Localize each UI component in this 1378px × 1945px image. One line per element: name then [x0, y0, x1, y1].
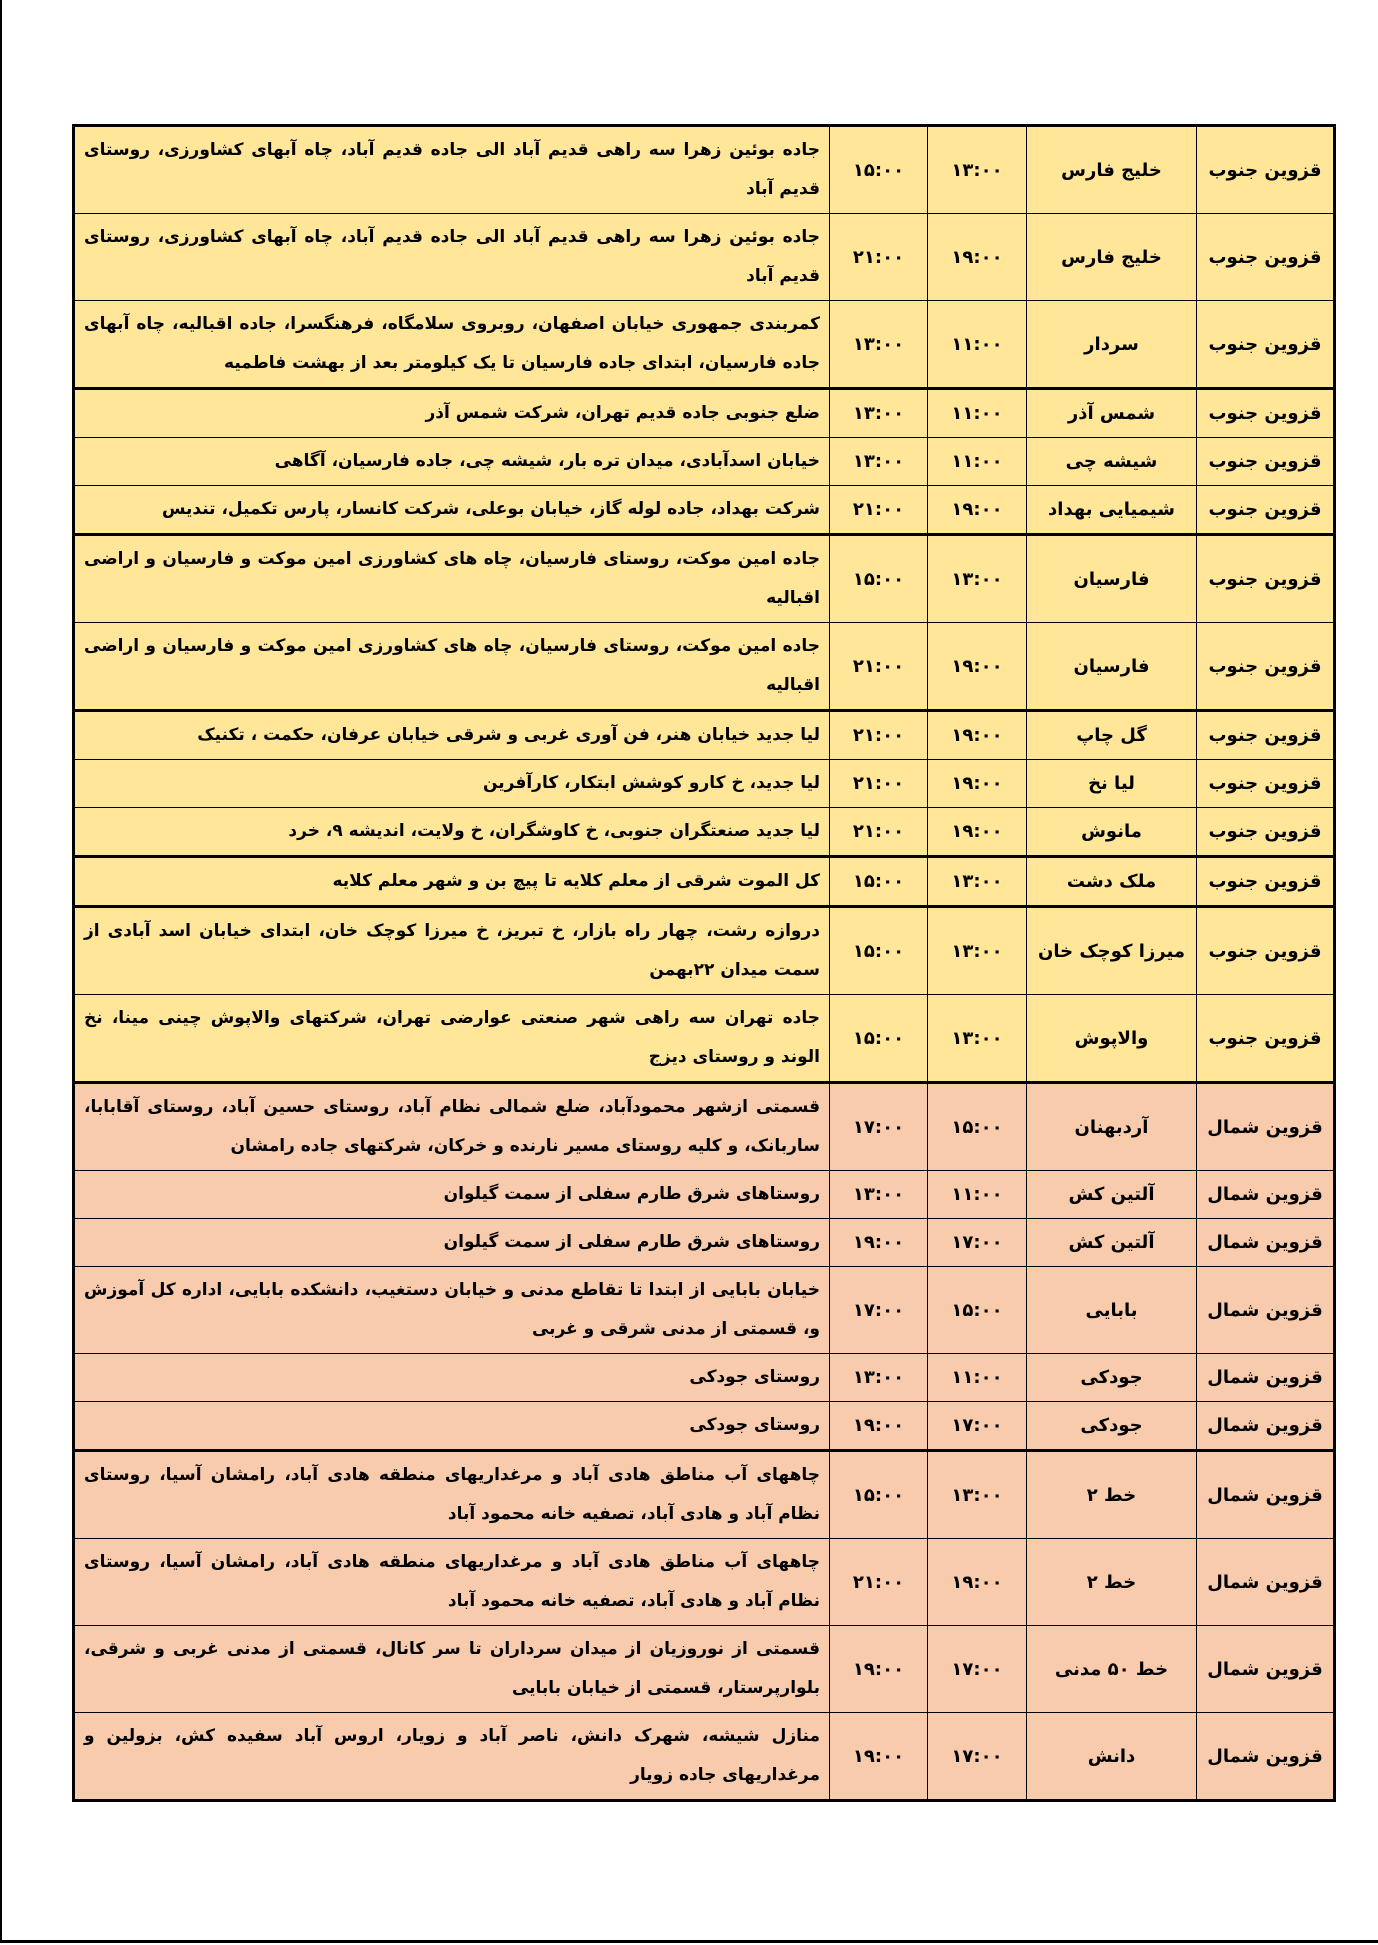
- feeder-cell: آردبهنان: [1027, 1083, 1197, 1171]
- end-time-cell: ۱۹:۰۰: [830, 1713, 928, 1801]
- end-time-cell: ۱۷:۰۰: [830, 1083, 928, 1171]
- start-time-cell: ۱۵:۰۰: [928, 1267, 1027, 1354]
- region-cell: قزوین شمال: [1197, 1539, 1335, 1626]
- region-cell: قزوین جنوب: [1197, 486, 1335, 535]
- feeder-cell: خط ۲: [1027, 1539, 1197, 1626]
- feeder-cell: میرزا کوچک خان: [1027, 907, 1197, 995]
- start-time-cell: ۱۱:۰۰: [928, 1171, 1027, 1219]
- feeder-cell: خلیج فارس: [1027, 214, 1197, 301]
- start-time-cell: ۱۳:۰۰: [928, 1451, 1027, 1539]
- areas-cell: لیا جدید، خ کارو کوشش ابتکار، کارآفرین: [74, 760, 830, 808]
- table-row: [74, 389, 1335, 438]
- table-row: [74, 1402, 1335, 1451]
- areas-cell: جاده بوئین زهرا سه راهی قدیم آباد الی جاده قدیم آباد، چاه آبهای کشاورزی، روستای قدیم آباد: [74, 214, 830, 301]
- region-cell: قزوین جنوب: [1197, 907, 1335, 995]
- table-row: [74, 711, 1335, 760]
- start-time-cell: ۱۳:۰۰: [928, 857, 1027, 907]
- feeder-cell: گل چاپ: [1027, 711, 1197, 760]
- areas-cell: روستای جودکی: [74, 1354, 830, 1402]
- areas-cell: شرکت بهداد، جاده لوله گاز، خیابان بوعلی، شرکت کانسار، پارس تکمیل، تندیس: [74, 486, 830, 535]
- start-time-cell: ۱۷:۰۰: [928, 1402, 1027, 1451]
- areas-cell: جاده بوئین زهرا سه راهی قدیم آباد الی جاده قدیم آباد، چاه آبهای کشاورزی، روستای قدیم آباد: [74, 126, 830, 214]
- feeder-cell: جودکی: [1027, 1402, 1197, 1451]
- end-time-cell: ۱۷:۰۰: [830, 1267, 928, 1354]
- table-row: [74, 760, 1335, 808]
- feeder-cell: سردار: [1027, 301, 1197, 389]
- feeder-cell: فارسیان: [1027, 623, 1197, 711]
- region-cell: قزوین شمال: [1197, 1626, 1335, 1713]
- table-row: [74, 1713, 1335, 1801]
- table-row: [74, 1626, 1335, 1713]
- start-time-cell: ۱۱:۰۰: [928, 1354, 1027, 1402]
- table-row: [74, 1354, 1335, 1402]
- table-row: [74, 1267, 1335, 1354]
- start-time-cell: ۱۹:۰۰: [928, 623, 1027, 711]
- feeder-cell: آلتین کش: [1027, 1171, 1197, 1219]
- start-time-cell: ۱۱:۰۰: [928, 301, 1027, 389]
- region-cell: قزوین جنوب: [1197, 301, 1335, 389]
- start-time-cell: ۱۳:۰۰: [928, 907, 1027, 995]
- region-cell: قزوین شمال: [1197, 1451, 1335, 1539]
- region-cell: قزوین جنوب: [1197, 760, 1335, 808]
- table-row: [74, 438, 1335, 486]
- feeder-cell: خلیج فارس: [1027, 126, 1197, 214]
- region-cell: قزوین شمال: [1197, 1713, 1335, 1801]
- table-row: [74, 857, 1335, 907]
- start-time-cell: ۱۳:۰۰: [928, 995, 1027, 1083]
- end-time-cell: ۲۱:۰۰: [830, 711, 928, 760]
- feeder-cell: دانش: [1027, 1713, 1197, 1801]
- region-cell: قزوین شمال: [1197, 1267, 1335, 1354]
- table-row: [74, 1539, 1335, 1626]
- start-time-cell: ۱۳:۰۰: [928, 535, 1027, 623]
- end-time-cell: ۱۳:۰۰: [830, 438, 928, 486]
- table-row: [74, 301, 1335, 389]
- start-time-cell: ۱۷:۰۰: [928, 1626, 1027, 1713]
- areas-cell: لیا جدید خیابان هنر، فن آوری غربی و شرقی خیابان عرفان، حکمت ، تکنیک: [74, 711, 830, 760]
- start-time-cell: ۱۹:۰۰: [928, 214, 1027, 301]
- feeder-cell: والاپوش: [1027, 995, 1197, 1083]
- table-row: [74, 214, 1335, 301]
- region-cell: قزوین جنوب: [1197, 711, 1335, 760]
- end-time-cell: ۱۳:۰۰: [830, 301, 928, 389]
- start-time-cell: ۱۵:۰۰: [928, 1083, 1027, 1171]
- areas-cell: ضلع جنوبی جاده قدیم تهران، شرکت شمس آذر: [74, 389, 830, 438]
- table-row: [74, 907, 1335, 995]
- table-row: [74, 808, 1335, 857]
- areas-cell: قسمتی ازشهر محمودآباد، ضلع شمالی نظام آباد، روستای حسین آباد، روستای آقابابا، ساربانک، و کلیه روستای مسیر نارنده و خرکان، شرکتهای جاده رامشان: [74, 1083, 830, 1171]
- areas-cell: لیا جدید صنعتگران جنوبی، خ کاوشگران، خ ولایت، اندیشه ۹، خرد: [74, 808, 830, 857]
- end-time-cell: ۲۱:۰۰: [830, 486, 928, 535]
- region-cell: قزوین شمال: [1197, 1219, 1335, 1267]
- feeder-cell: شمس آذر: [1027, 389, 1197, 438]
- areas-cell: قسمتی از نوروزیان از میدان سرداران تا سر کانال، قسمتی از مدنی غربی و شرقی، بلوارپرستار، قسمتی از خیابان بابایی: [74, 1626, 830, 1713]
- areas-cell: خیابان بابایی از ابتدا تا تقاطع مدنی و خیابان دستغیب، دانشکده بابایی، اداره کل آموزش و، قسمتی از مدنی شرقی و غربی: [74, 1267, 830, 1354]
- start-time-cell: ۱۹:۰۰: [928, 711, 1027, 760]
- start-time-cell: ۱۱:۰۰: [928, 389, 1027, 438]
- areas-cell: کمربندی جمهوری خیابان اصفهان، روبروی سلامگاه، فرهنگسرا، جاده اقبالیه، چاه آبهای جاده فارسیان، ابتدای جاده فارسیان تا یک کیلومتر بعد از بهشت فاطمیه: [74, 301, 830, 389]
- end-time-cell: ۱۹:۰۰: [830, 1402, 928, 1451]
- feeder-cell: خط ۵۰ مدنی: [1027, 1626, 1197, 1713]
- table-row: [74, 126, 1335, 214]
- start-time-cell: ۱۹:۰۰: [928, 760, 1027, 808]
- table-row: [74, 486, 1335, 535]
- start-time-cell: ۱۹:۰۰: [928, 486, 1027, 535]
- feeder-cell: شیشه چی: [1027, 438, 1197, 486]
- table-row: [74, 623, 1335, 711]
- end-time-cell: ۱۳:۰۰: [830, 1354, 928, 1402]
- region-cell: قزوین جنوب: [1197, 389, 1335, 438]
- region-cell: قزوین جنوب: [1197, 857, 1335, 907]
- areas-cell: خیابان اسدآبادی، میدان تره بار، شیشه چی، جاده فارسیان، آگاهی: [74, 438, 830, 486]
- feeder-cell: بابایی: [1027, 1267, 1197, 1354]
- region-cell: قزوین جنوب: [1197, 438, 1335, 486]
- region-cell: قزوین جنوب: [1197, 535, 1335, 623]
- feeder-cell: مانوش: [1027, 808, 1197, 857]
- areas-cell: روستاهای شرق طارم سفلی از سمت گیلوان: [74, 1219, 830, 1267]
- table-row: [74, 995, 1335, 1083]
- areas-cell: چاههای آب مناطق هادی آباد و مرغداریهای منطقه هادی آباد، رامشان آسیا، روستای نظام آباد و هادی آباد، تصفیه خانه محمود آباد: [74, 1539, 830, 1626]
- region-cell: قزوین شمال: [1197, 1083, 1335, 1171]
- region-cell: قزوین شمال: [1197, 1171, 1335, 1219]
- start-time-cell: ۱۳:۰۰: [928, 126, 1027, 214]
- table-row: [74, 1219, 1335, 1267]
- region-cell: قزوین جنوب: [1197, 126, 1335, 214]
- table-row: [74, 1083, 1335, 1171]
- end-time-cell: ۱۳:۰۰: [830, 389, 928, 438]
- feeder-cell: فارسیان: [1027, 535, 1197, 623]
- end-time-cell: ۲۱:۰۰: [830, 623, 928, 711]
- areas-cell: جاده تهران سه راهی شهر صنعتی عوارضی تهران، شرکتهای والاپوش چینی مینا، نخ الوند و روستای دیزج: [74, 995, 830, 1083]
- start-time-cell: ۱۷:۰۰: [928, 1219, 1027, 1267]
- areas-cell: روستاهای شرق طارم سفلی از سمت گیلوان: [74, 1171, 830, 1219]
- end-time-cell: ۱۹:۰۰: [830, 1219, 928, 1267]
- areas-cell: جاده امین موکت، روستای فارسیان، چاه های کشاورزی امین موکت و فارسیان و اراضی اقبالیه: [74, 535, 830, 623]
- start-time-cell: ۱۹:۰۰: [928, 1539, 1027, 1626]
- areas-cell: چاههای آب مناطق هادی آباد و مرغداریهای منطقه هادی آباد، رامشان آسیا، روستای نظام آباد و هادی آباد، تصفیه خانه محمود آباد: [74, 1451, 830, 1539]
- areas-cell: کل الموت شرقی از معلم کلایه تا پیچ بن و شهر معلم کلایه: [74, 857, 830, 907]
- region-cell: قزوین جنوب: [1197, 995, 1335, 1083]
- areas-cell: دروازه رشت، چهار راه بازار، خ تبریز، خ میرزا کوچک خان، ابتدای خیابان اسد آبادی از سمت میدان ۲۲بهمن: [74, 907, 830, 995]
- start-time-cell: ۱۹:۰۰: [928, 808, 1027, 857]
- feeder-cell: آلتین کش: [1027, 1219, 1197, 1267]
- start-time-cell: ۱۷:۰۰: [928, 1713, 1027, 1801]
- areas-cell: روستای جودکی: [74, 1402, 830, 1451]
- region-cell: قزوین شمال: [1197, 1354, 1335, 1402]
- end-time-cell: ۱۹:۰۰: [830, 1626, 928, 1713]
- end-time-cell: ۱۵:۰۰: [830, 126, 928, 214]
- table-row: [74, 1171, 1335, 1219]
- feeder-cell: لیا نخ: [1027, 760, 1197, 808]
- end-time-cell: ۲۱:۰۰: [830, 214, 928, 301]
- feeder-cell: شیمیایی بهداد: [1027, 486, 1197, 535]
- region-cell: قزوین جنوب: [1197, 808, 1335, 857]
- end-time-cell: ۲۱:۰۰: [830, 1539, 928, 1626]
- table-row: [74, 535, 1335, 623]
- end-time-cell: ۱۵:۰۰: [830, 907, 928, 995]
- start-time-cell: ۱۱:۰۰: [928, 438, 1027, 486]
- feeder-cell: جودکی: [1027, 1354, 1197, 1402]
- feeder-cell: خط ۲: [1027, 1451, 1197, 1539]
- table-row: [74, 1451, 1335, 1539]
- outage-schedule-table: [72, 124, 1336, 1802]
- region-cell: قزوین شمال: [1197, 1402, 1335, 1451]
- feeder-cell: ملک دشت: [1027, 857, 1197, 907]
- region-cell: قزوین جنوب: [1197, 623, 1335, 711]
- end-time-cell: ۱۵:۰۰: [830, 1451, 928, 1539]
- areas-cell: منازل شیشه، شهرک دانش، ناصر آباد و زویار، اروس آباد سفیده کش، بزولین و مرغداریهای جاده زویار: [74, 1713, 830, 1801]
- end-time-cell: ۲۱:۰۰: [830, 760, 928, 808]
- region-cell: قزوین جنوب: [1197, 214, 1335, 301]
- table-body: [74, 126, 1335, 1801]
- end-time-cell: ۱۳:۰۰: [830, 1171, 928, 1219]
- end-time-cell: ۱۵:۰۰: [830, 995, 928, 1083]
- areas-cell: جاده امین موکت، روستای فارسیان، چاه های کشاورزی امین موکت و فارسیان و اراضی اقبالیه: [74, 623, 830, 711]
- end-time-cell: ۱۵:۰۰: [830, 535, 928, 623]
- end-time-cell: ۱۵:۰۰: [830, 857, 928, 907]
- end-time-cell: ۲۱:۰۰: [830, 808, 928, 857]
